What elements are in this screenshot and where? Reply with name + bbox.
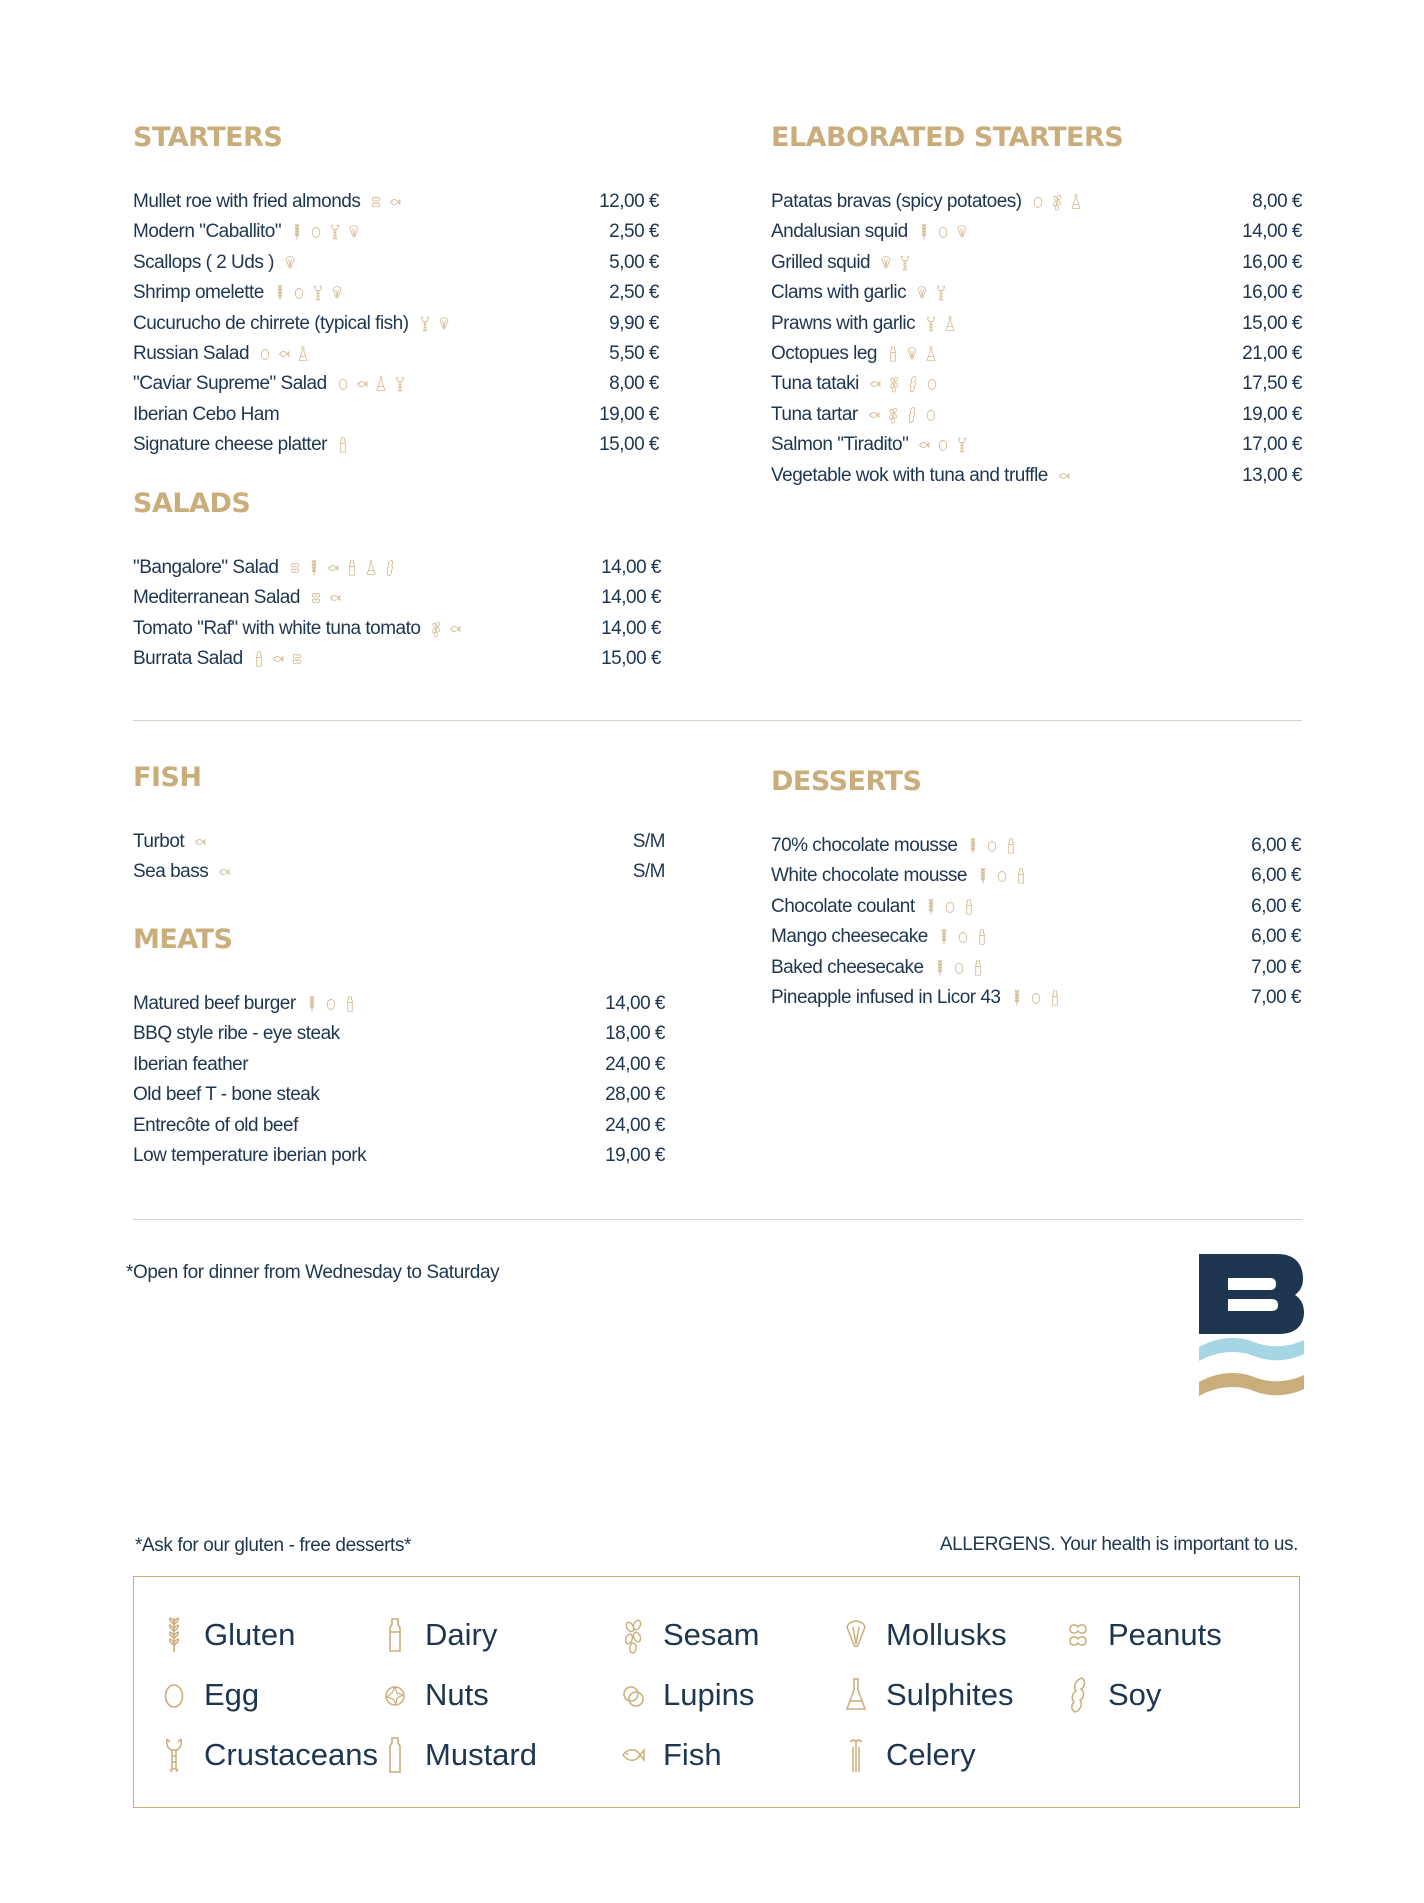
gluten-icon bbox=[289, 223, 305, 241]
menu-item-name: Octopues leg bbox=[771, 342, 877, 364]
menu-item bbox=[133, 644, 661, 674]
allergen-icons bbox=[216, 857, 235, 887]
menu-item-price: 2,50 € bbox=[609, 221, 659, 243]
allergen-icons bbox=[428, 614, 466, 644]
mollusks-icon bbox=[282, 254, 298, 272]
legend-item-dairy bbox=[377, 1615, 497, 1655]
item-list bbox=[771, 831, 1301, 1013]
menu-item-name: Mullet roe with fried almonds bbox=[133, 191, 361, 213]
menu-item bbox=[133, 989, 665, 1019]
menu-item-name: Iberian Cebo Ham bbox=[133, 403, 280, 425]
menu-item bbox=[133, 1141, 665, 1171]
gluten-icon bbox=[156, 1615, 192, 1655]
menu-item-price: 17,00 € bbox=[1242, 434, 1302, 456]
section-title-salads: SALADS bbox=[133, 488, 251, 519]
legend-label: Sesam bbox=[663, 1617, 760, 1652]
menu-item-price: 12,00 € bbox=[599, 191, 659, 212]
menu-item-price: 18,00 € bbox=[605, 1023, 665, 1045]
menu-item-price: S/M bbox=[632, 861, 665, 883]
allergen-icons bbox=[257, 339, 314, 369]
menu-item bbox=[771, 278, 1302, 308]
sulphites-icon bbox=[838, 1675, 874, 1715]
mollusks-icon bbox=[954, 223, 970, 241]
mollusks-icon bbox=[838, 1615, 874, 1655]
nuts-icon bbox=[377, 1675, 413, 1715]
menu-item bbox=[133, 217, 659, 247]
menu-item bbox=[133, 1111, 665, 1141]
menu-item-name: Tomato "Raf" with white tuna tomato bbox=[133, 617, 421, 639]
fish-icon bbox=[916, 436, 932, 454]
section-title-meats: MEATS bbox=[133, 924, 233, 955]
gluten-icon bbox=[975, 867, 991, 885]
menu-item bbox=[133, 1019, 665, 1049]
allergen-icons bbox=[368, 187, 406, 217]
allergen-icons bbox=[936, 922, 993, 952]
allergen-icons bbox=[304, 989, 361, 1019]
menu-item-price: 15,00 € bbox=[601, 648, 661, 670]
allergen-icons bbox=[251, 644, 308, 674]
egg-icon bbox=[1028, 989, 1044, 1007]
crustaceans-icon bbox=[156, 1735, 192, 1775]
sesam-icon bbox=[885, 406, 901, 424]
legend-label: Mustard bbox=[425, 1737, 537, 1772]
sulphites-icon bbox=[373, 375, 389, 393]
section-title-starters: STARTERS bbox=[133, 122, 283, 153]
legend-label: Crustaceans bbox=[204, 1737, 379, 1772]
menu-item-name: Andalusian squid bbox=[771, 221, 908, 243]
egg-icon bbox=[257, 345, 273, 363]
menu-item-price: 16,00 € bbox=[1242, 251, 1302, 273]
allergen-icons bbox=[885, 339, 942, 369]
legend-item-mustard bbox=[377, 1735, 537, 1775]
gluten-icon bbox=[916, 223, 932, 241]
menu-item bbox=[133, 248, 659, 278]
legend-item-lupins bbox=[615, 1675, 754, 1715]
gluten-icon bbox=[272, 284, 288, 302]
dairy-icon bbox=[1013, 867, 1029, 885]
menu-item-name: Mango cheesecake bbox=[771, 926, 928, 948]
legend-label: Gluten bbox=[204, 1617, 296, 1652]
allergen-icons bbox=[308, 583, 346, 613]
menu-item-name: Prawns with garlic bbox=[771, 312, 916, 334]
menu-item-price: 14,00 € bbox=[605, 993, 665, 1014]
egg-icon bbox=[924, 375, 940, 393]
menu-item-price: 5,50 € bbox=[609, 342, 659, 364]
legend-label: Fish bbox=[663, 1737, 722, 1772]
crustaceans-icon bbox=[923, 315, 939, 333]
menu-item bbox=[771, 953, 1301, 983]
egg-icon bbox=[923, 406, 939, 424]
menu-item bbox=[771, 461, 1302, 491]
fish-icon bbox=[615, 1735, 651, 1775]
egg-icon bbox=[984, 837, 1000, 855]
menu-item bbox=[133, 1080, 665, 1110]
menu-item-name: Pineapple infused in Licor 43 bbox=[771, 986, 1001, 1008]
menu-item-price: S/M bbox=[632, 831, 665, 852]
crustaceans-icon bbox=[310, 284, 326, 302]
menu-item-name: BBQ style ribe - eye steak bbox=[133, 1023, 340, 1045]
allergen-icons bbox=[1009, 983, 1066, 1013]
soy-icon bbox=[382, 559, 398, 577]
crustaceans-icon bbox=[933, 284, 949, 302]
soy-icon bbox=[905, 375, 921, 393]
menu-item bbox=[771, 831, 1301, 861]
legend-item-sesam bbox=[615, 1615, 759, 1655]
allergen-icons bbox=[867, 369, 943, 399]
menu-item-price: 8,00 € bbox=[609, 373, 659, 395]
allergen-icons bbox=[335, 369, 411, 399]
menu-item-price: 14,00 € bbox=[601, 587, 661, 609]
menu-item-name: Russian Salad bbox=[133, 342, 250, 364]
allergen-icons bbox=[923, 892, 980, 922]
menu-item-price: 6,00 € bbox=[1251, 926, 1301, 948]
section-fish bbox=[133, 762, 665, 888]
menu-item bbox=[771, 861, 1301, 891]
fish-icon bbox=[192, 833, 208, 851]
menu-item bbox=[771, 339, 1302, 369]
menu-item-name: Low temperature iberian pork bbox=[133, 1144, 367, 1166]
allergen-icons bbox=[866, 400, 942, 430]
menu-item-name: Entrecôte of old beef bbox=[133, 1114, 298, 1136]
legend-item-gluten bbox=[156, 1615, 295, 1655]
brand-logo bbox=[1199, 1254, 1304, 1406]
legend-item-soy bbox=[1060, 1675, 1161, 1715]
menu-item-price: 6,00 € bbox=[1251, 865, 1301, 887]
legend-item-mollusks bbox=[838, 1615, 1007, 1655]
menu-item-name: Tuna tataki bbox=[771, 373, 859, 395]
menu-item-name: Chocolate coulant bbox=[771, 895, 915, 917]
allergen-icons bbox=[1030, 187, 1087, 217]
divider-bottom bbox=[133, 1219, 1302, 1220]
peanuts-icon bbox=[308, 589, 324, 607]
menu-item-price: 6,00 € bbox=[1251, 835, 1301, 856]
menu-item bbox=[133, 430, 659, 460]
item-list bbox=[133, 553, 661, 675]
menu-item-price: 15,00 € bbox=[599, 434, 659, 456]
menu-item-name: "Bangalore" Salad bbox=[133, 557, 279, 579]
menu-item-name: Burrata Salad bbox=[133, 648, 243, 670]
crustaceans-icon bbox=[417, 315, 433, 333]
menu-item bbox=[771, 217, 1302, 247]
menu-item-name: Old beef T - bone steak bbox=[133, 1084, 320, 1106]
dairy-icon bbox=[377, 1615, 413, 1655]
item-list bbox=[133, 827, 665, 888]
menu-item-name: Cucurucho de chirrete (typical fish) bbox=[133, 312, 409, 334]
fish-icon bbox=[270, 650, 286, 668]
fish-icon bbox=[276, 345, 292, 363]
gluten-icon bbox=[965, 837, 981, 855]
menu-item-name: White chocolate mousse bbox=[771, 865, 967, 887]
section-starters bbox=[133, 122, 659, 461]
section-title-desserts: DESSERTS bbox=[771, 766, 922, 797]
menu-item-price: 19,00 € bbox=[599, 403, 659, 425]
legend-item-fish bbox=[615, 1735, 722, 1775]
egg-icon bbox=[335, 375, 351, 393]
menu-item-name: Clams with garlic bbox=[771, 282, 907, 304]
menu-item-name: Iberian feather bbox=[133, 1053, 249, 1075]
menu-item-name: Shrimp omelette bbox=[133, 282, 264, 304]
legend-label: Dairy bbox=[425, 1617, 498, 1652]
lupins-icon bbox=[615, 1675, 651, 1715]
egg-icon bbox=[951, 959, 967, 977]
section-meats bbox=[133, 924, 665, 1171]
menu-item bbox=[133, 369, 659, 399]
legend-item-sulphites bbox=[838, 1675, 1014, 1715]
menu-item bbox=[771, 430, 1302, 460]
menu-item bbox=[133, 553, 661, 583]
dairy-icon bbox=[1047, 989, 1063, 1007]
egg-icon bbox=[308, 223, 324, 241]
sulphites-icon bbox=[942, 315, 958, 333]
menu-item bbox=[771, 369, 1302, 399]
menu-item-price: 28,00 € bbox=[605, 1084, 665, 1106]
menu-item-price: 14,00 € bbox=[601, 617, 661, 639]
menu-item bbox=[133, 583, 661, 613]
menu-item-name: Grilled squid bbox=[771, 251, 871, 273]
legend-label: Celery bbox=[886, 1737, 976, 1772]
section-elaborated-starters bbox=[771, 122, 1302, 491]
legend-label: Mollusks bbox=[886, 1617, 1007, 1652]
egg-icon bbox=[323, 995, 339, 1013]
menu-item-name: Salmon "Tiradito" bbox=[771, 434, 909, 456]
menu-item-name: Tuna tartar bbox=[771, 403, 858, 425]
allergen-icons bbox=[335, 430, 354, 460]
dairy-icon bbox=[885, 345, 901, 363]
mustard-icon bbox=[377, 1735, 413, 1775]
egg-icon bbox=[955, 928, 971, 946]
egg-icon bbox=[1030, 193, 1046, 211]
menu-item-price: 14,00 € bbox=[601, 557, 661, 578]
menu-item-price: 7,00 € bbox=[1251, 986, 1301, 1008]
divider-top bbox=[133, 720, 1302, 721]
allergen-icons bbox=[914, 278, 952, 308]
menu-item-name: Scallops ( 2 Uds ) bbox=[133, 251, 274, 273]
allergen-icons bbox=[975, 861, 1032, 891]
peanuts-icon bbox=[289, 650, 305, 668]
fish-icon bbox=[447, 620, 463, 638]
menu-item bbox=[771, 248, 1302, 278]
menu-item bbox=[133, 309, 659, 339]
legend-item-crustaceans bbox=[156, 1735, 378, 1775]
allergen-icons bbox=[289, 217, 365, 247]
sulphites-icon bbox=[1068, 193, 1084, 211]
egg-icon bbox=[942, 898, 958, 916]
menu-item-name: Turbot bbox=[133, 831, 185, 853]
gluten-icon bbox=[932, 959, 948, 977]
menu-item-name: 70% chocolate mousse bbox=[771, 835, 958, 857]
legend-item-nuts bbox=[377, 1675, 489, 1715]
menu-item bbox=[133, 339, 659, 369]
legend-label: Sulphites bbox=[886, 1677, 1014, 1712]
menu-item-price: 9,90 € bbox=[609, 312, 659, 334]
dairy-icon bbox=[344, 559, 360, 577]
fish-icon bbox=[1056, 467, 1072, 485]
menu-item-price: 21,00 € bbox=[1242, 342, 1302, 364]
allergen-legend bbox=[133, 1576, 1300, 1808]
legend-item-egg bbox=[156, 1675, 259, 1715]
sesam-icon bbox=[886, 375, 902, 393]
menu-item bbox=[133, 187, 659, 217]
allergen-icons bbox=[916, 430, 973, 460]
item-list bbox=[133, 989, 665, 1171]
allergen-icons bbox=[878, 248, 916, 278]
menu-item bbox=[133, 857, 665, 887]
fish-icon bbox=[325, 559, 341, 577]
allergen-icons bbox=[272, 278, 348, 308]
gluten-free-note: *Ask for our gluten - free desserts* bbox=[135, 1535, 412, 1556]
fish-icon bbox=[327, 589, 343, 607]
section-title-fish: FISH bbox=[133, 762, 202, 793]
menu-item-name: Mediterranean Salad bbox=[133, 587, 300, 609]
menu-item-name: "Caviar Supreme" Salad bbox=[133, 373, 327, 395]
legend-label: Peanuts bbox=[1108, 1617, 1222, 1652]
menu-item bbox=[133, 278, 659, 308]
egg-icon bbox=[994, 867, 1010, 885]
celery-icon bbox=[838, 1735, 874, 1775]
section-title-elaborated-starters: ELABORATED STARTERS bbox=[771, 122, 1124, 153]
menu-item bbox=[133, 400, 659, 430]
menu-item-price: 24,00 € bbox=[605, 1053, 665, 1075]
crustaceans-icon bbox=[327, 223, 343, 241]
fish-icon bbox=[866, 406, 882, 424]
item-list bbox=[771, 187, 1302, 491]
legend-item-peanuts bbox=[1060, 1615, 1222, 1655]
allergen-icons bbox=[417, 309, 455, 339]
allergen-icons bbox=[965, 831, 1022, 861]
egg-icon bbox=[935, 223, 951, 241]
menu-item-name: Baked cheesecake bbox=[771, 956, 924, 978]
legend-label: Soy bbox=[1108, 1677, 1162, 1712]
legend-label: Lupins bbox=[663, 1677, 755, 1712]
fish-icon bbox=[867, 375, 883, 393]
allergen-icons bbox=[916, 217, 973, 247]
dairy-icon bbox=[342, 995, 358, 1013]
menu-item bbox=[771, 187, 1302, 217]
menu-item-price: 16,00 € bbox=[1242, 282, 1302, 304]
menu-item-price: 19,00 € bbox=[605, 1144, 665, 1166]
mollusks-icon bbox=[878, 254, 894, 272]
egg-icon bbox=[935, 436, 951, 454]
menu-item bbox=[133, 614, 661, 644]
menu-item-price: 24,00 € bbox=[605, 1114, 665, 1136]
mollusks-icon bbox=[346, 223, 362, 241]
mollusks-icon bbox=[436, 315, 452, 333]
menu-item bbox=[771, 400, 1302, 430]
dinner-note: *Open for dinner from Wednesday to Saturday bbox=[126, 1262, 500, 1283]
peanuts-icon bbox=[368, 193, 384, 211]
mollusks-icon bbox=[329, 284, 345, 302]
menu-item-price: 14,00 € bbox=[1242, 221, 1302, 243]
allergens-header: ALLERGENS. Your health is important to us. bbox=[939, 1534, 1298, 1555]
sesam-icon bbox=[615, 1615, 651, 1655]
menu-item bbox=[771, 309, 1302, 339]
fish-icon bbox=[354, 375, 370, 393]
dairy-icon bbox=[970, 959, 986, 977]
peanuts-icon bbox=[287, 559, 303, 577]
menu-item-price: 15,00 € bbox=[1242, 312, 1302, 334]
menu-item bbox=[771, 892, 1301, 922]
menu-item-name: Patatas bravas (spicy potatoes) bbox=[771, 191, 1022, 213]
gluten-icon bbox=[304, 995, 320, 1013]
menu-item-name: Modern "Caballito" bbox=[133, 221, 282, 243]
fish-icon bbox=[216, 863, 232, 881]
gluten-icon bbox=[1009, 989, 1025, 1007]
egg-icon bbox=[156, 1675, 192, 1715]
menu-item bbox=[133, 1050, 665, 1080]
dairy-icon bbox=[335, 436, 351, 454]
crustaceans-icon bbox=[897, 254, 913, 272]
menu-item-price: 7,00 € bbox=[1251, 956, 1301, 978]
allergen-icons bbox=[923, 309, 961, 339]
menu-item bbox=[771, 983, 1301, 1013]
dairy-icon bbox=[1003, 837, 1019, 855]
allergen-icons bbox=[932, 953, 989, 983]
crustaceans-icon bbox=[392, 375, 408, 393]
mollusks-icon bbox=[904, 345, 920, 363]
sesam-icon bbox=[428, 620, 444, 638]
menu-item-price: 8,00 € bbox=[1252, 191, 1302, 212]
section-salads bbox=[133, 488, 661, 675]
allergen-icons bbox=[1056, 461, 1075, 491]
legend-item-celery bbox=[838, 1735, 976, 1775]
egg-icon bbox=[291, 284, 307, 302]
sesam-icon bbox=[1049, 193, 1065, 211]
fish-icon bbox=[387, 193, 403, 211]
menu-item-name: Matured beef burger bbox=[133, 993, 296, 1015]
sulphites-icon bbox=[295, 345, 311, 363]
item-list bbox=[133, 187, 659, 461]
soy-icon bbox=[904, 406, 920, 424]
menu-item-price: 19,00 € bbox=[1242, 403, 1302, 425]
menu-item-name: Vegetable wok with tuna and truffle bbox=[771, 464, 1048, 486]
dairy-icon bbox=[961, 898, 977, 916]
legend-label: Egg bbox=[204, 1677, 260, 1712]
mollusks-icon bbox=[914, 284, 930, 302]
peanuts-icon bbox=[1060, 1615, 1096, 1655]
menu-item-name: Sea bass bbox=[133, 861, 209, 883]
sulphites-icon bbox=[923, 345, 939, 363]
menu-item-name: Signature cheese platter bbox=[133, 434, 327, 456]
menu-item-price: 2,50 € bbox=[609, 282, 659, 304]
gluten-icon bbox=[936, 928, 952, 946]
menu-item-price: 6,00 € bbox=[1251, 895, 1301, 917]
allergen-icons bbox=[192, 827, 211, 857]
menu-item-price: 17,50 € bbox=[1242, 373, 1302, 395]
allergen-icons bbox=[282, 248, 301, 278]
menu-item-price: 5,00 € bbox=[609, 251, 659, 273]
sulphites-icon bbox=[363, 559, 379, 577]
soy-icon bbox=[1060, 1675, 1096, 1715]
menu-item bbox=[771, 922, 1301, 952]
legend-label: Nuts bbox=[425, 1677, 489, 1712]
menu-item bbox=[133, 827, 665, 857]
crustaceans-icon bbox=[954, 436, 970, 454]
menu-item-price: 13,00 € bbox=[1242, 464, 1302, 486]
gluten-icon bbox=[923, 898, 939, 916]
dairy-icon bbox=[974, 928, 990, 946]
gluten-icon bbox=[306, 559, 322, 577]
dairy-icon bbox=[251, 650, 267, 668]
section-desserts bbox=[771, 766, 1301, 1013]
allergen-icons bbox=[287, 553, 401, 583]
